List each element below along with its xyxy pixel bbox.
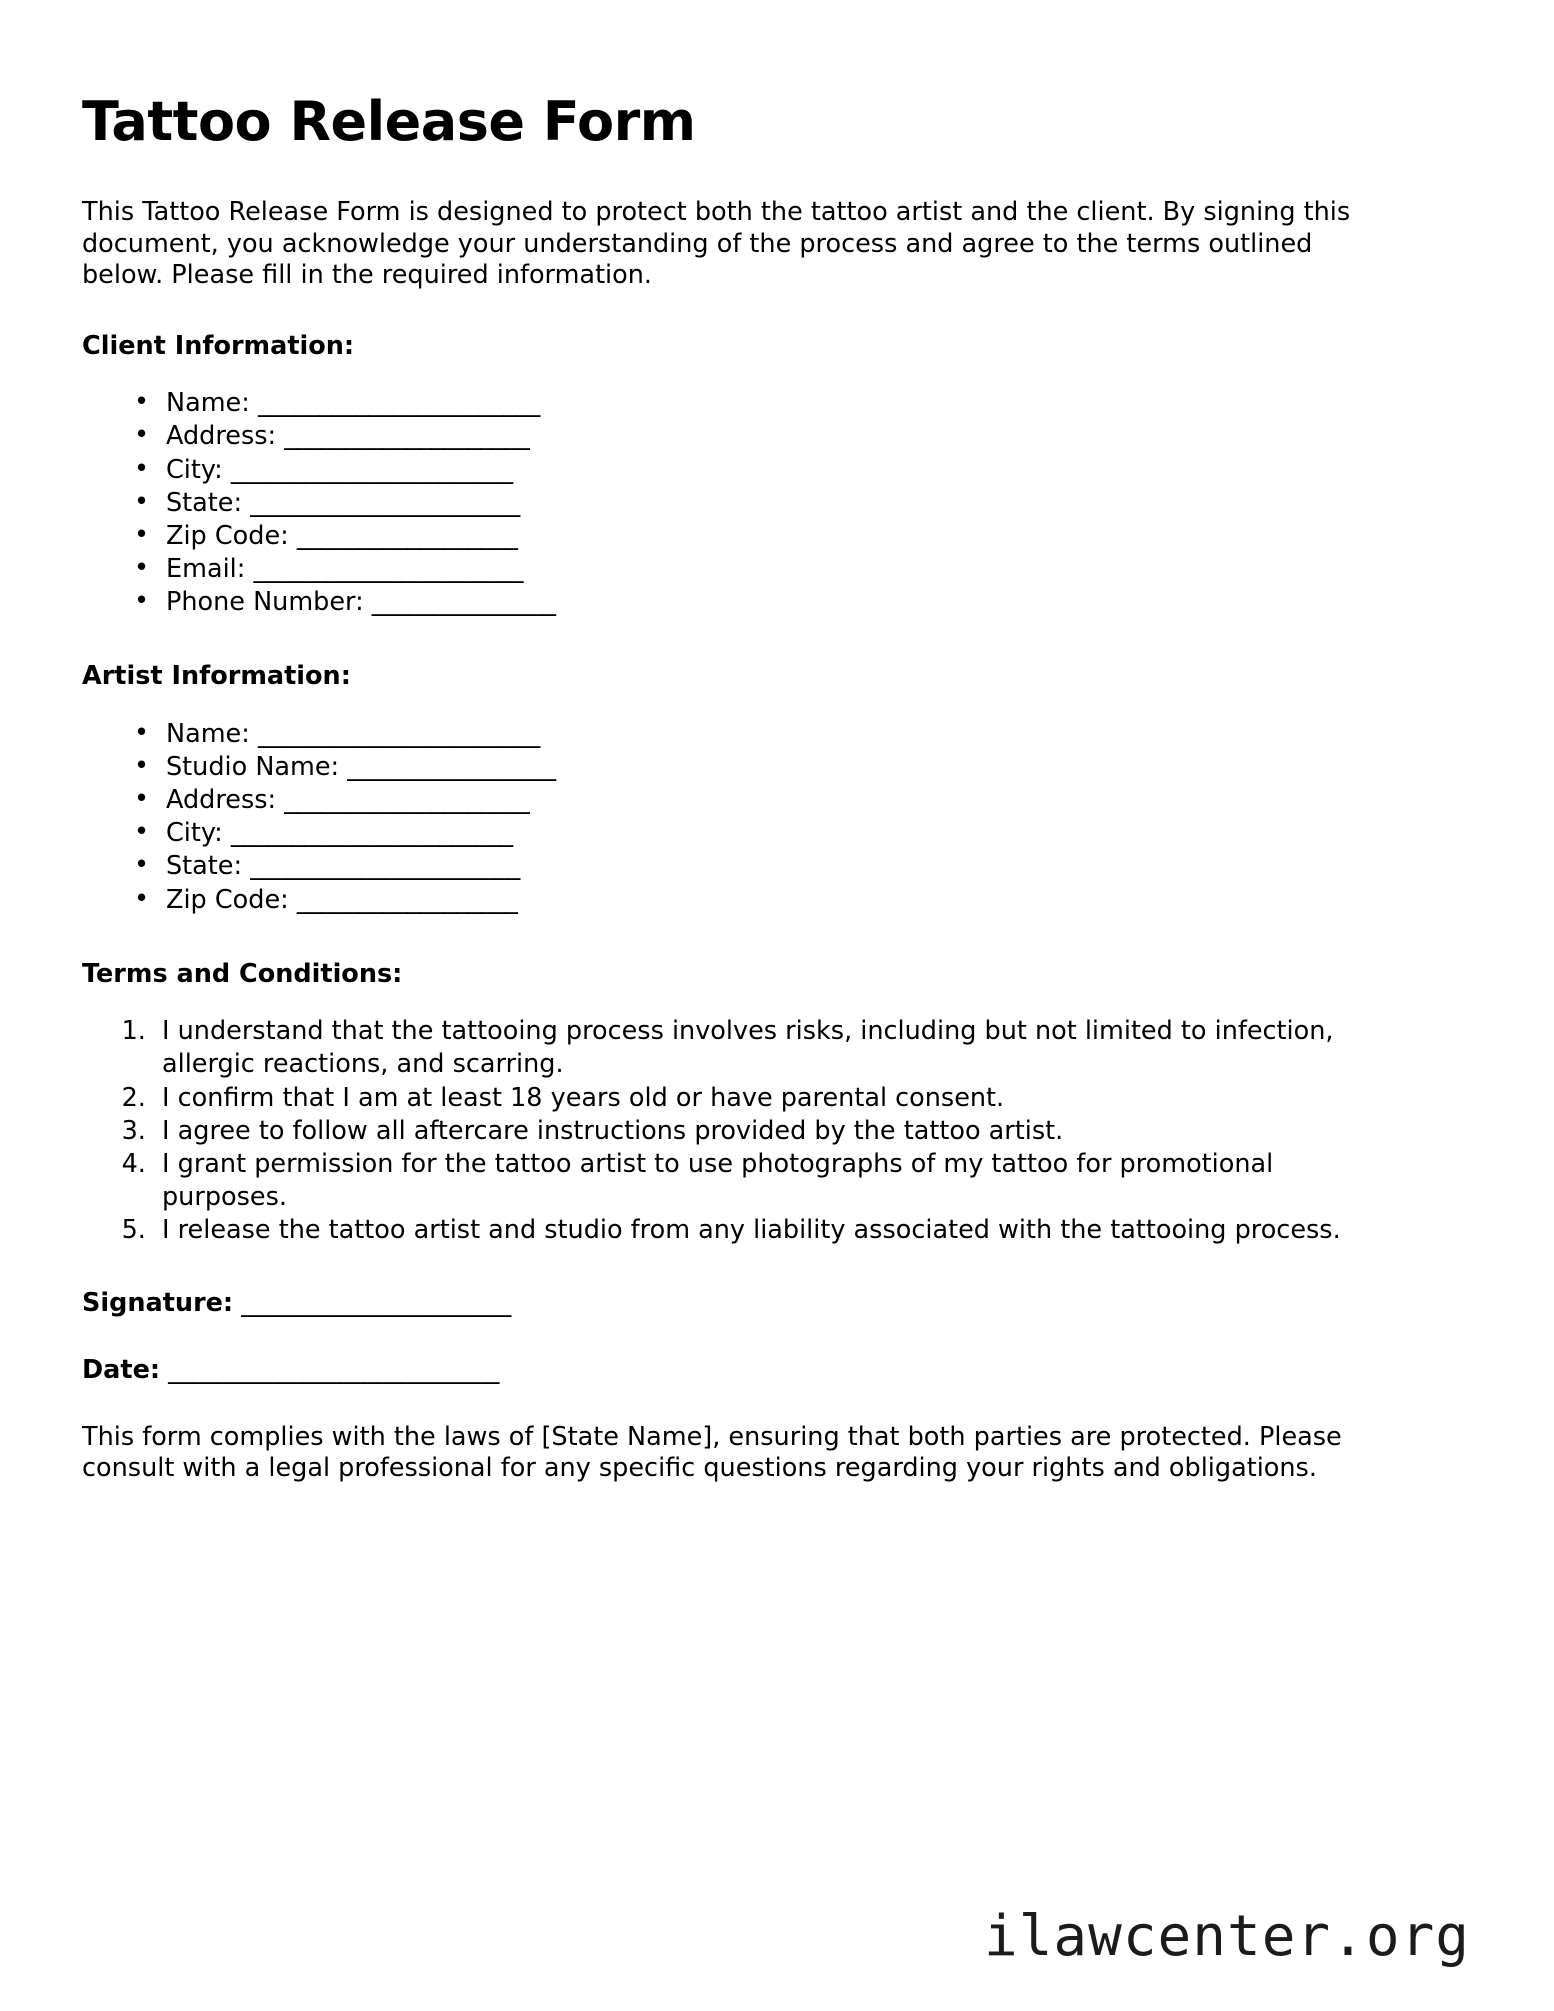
field-blank: ____________________ (284, 421, 530, 452)
list-item (134, 586, 1382, 619)
field-label: State: (166, 851, 243, 882)
list-item (134, 487, 1382, 520)
field-label: Zip Code: (166, 884, 289, 915)
artist-information-heading: Artist Information: (82, 661, 351, 692)
field-label: Address: (166, 421, 277, 452)
list-item: 2. I confirm that I am at least 18 years old or have parental consent. (154, 1082, 1382, 1115)
list-item (134, 420, 1382, 453)
field-blank: _________________ (347, 752, 556, 783)
field-label: State: (166, 487, 243, 518)
field-label: Name: (166, 388, 250, 419)
intro-paragraph: This Tattoo Release Form is designed to protect both the tattoo artist and the client. By signing this document, you acknowledge your understanding of the process and agree to the terms outlined below. Please fill in the required information. (82, 197, 1351, 290)
field-label: Studio Name: (166, 752, 340, 783)
list-item (134, 884, 1382, 917)
signature-field (82, 1287, 1382, 1320)
date-label: Date: (82, 1355, 161, 1386)
terms-and-conditions-list (82, 1015, 1382, 1247)
site-watermark: ilawcenter.org (983, 1904, 1470, 1969)
field-label: Address: (166, 785, 277, 816)
field-blank: ______________________ (250, 487, 520, 518)
date-blank: ___________________________ (168, 1355, 499, 1386)
list-item: 4. I grant permission for the tattoo artist to use photographs of my tattoo for promotional purposes. (154, 1148, 1382, 1214)
field-label: Phone Number: (166, 587, 364, 618)
field-blank: ____________________ (284, 785, 530, 816)
artist-information-list (82, 718, 1382, 917)
terms-and-conditions-heading: Terms and Conditions: (82, 958, 403, 989)
list-item (134, 387, 1382, 420)
list-item (134, 817, 1382, 850)
field-label: City: (166, 818, 223, 849)
signature-blank: ______________________ (241, 1288, 511, 1319)
list-item (134, 850, 1382, 883)
list-item (134, 718, 1382, 751)
field-label: Name: (166, 718, 250, 749)
list-item (134, 751, 1382, 784)
signature-label: Signature: (82, 1288, 234, 1319)
list-item (134, 784, 1382, 817)
list-item: 5. I release the tattoo artist and studio from any liability associated with the tattooing process. (154, 1214, 1382, 1247)
closing-paragraph: This form complies with the laws of [State Name], ensuring that both parties are protected. Please consult with a legal professional for any specific questions regarding your rights and obligations. (82, 1421, 1342, 1483)
field-blank: _______________________ (257, 718, 540, 749)
field-blank: _______________________ (230, 818, 513, 849)
field-blank: _______________________ (257, 388, 540, 419)
document-content (82, 92, 1382, 1484)
field-blank: ______________________ (250, 851, 520, 882)
field-label: Email: (166, 554, 246, 585)
list-item (134, 454, 1382, 487)
list-item (134, 520, 1382, 553)
field-blank: __________________ (296, 520, 518, 551)
field-blank: _______________ (371, 587, 556, 618)
client-information-list (82, 387, 1382, 619)
date-field (82, 1354, 1382, 1387)
client-information-heading: Client Information: (82, 330, 355, 361)
field-label: City: (166, 454, 223, 485)
page-title: Tattoo Release Form (82, 90, 696, 153)
field-blank: _______________________ (230, 454, 513, 485)
field-label: Zip Code: (166, 520, 289, 551)
field-blank: __________________ (296, 884, 518, 915)
list-item (134, 553, 1382, 586)
list-item: 3. I agree to follow all aftercare instructions provided by the tattoo artist. (154, 1115, 1382, 1148)
field-blank: ______________________ (253, 554, 523, 585)
list-item: 1. I understand that the tattooing process involves risks, including but not limited to infection, allergic reactions, and scarring. (154, 1015, 1382, 1081)
